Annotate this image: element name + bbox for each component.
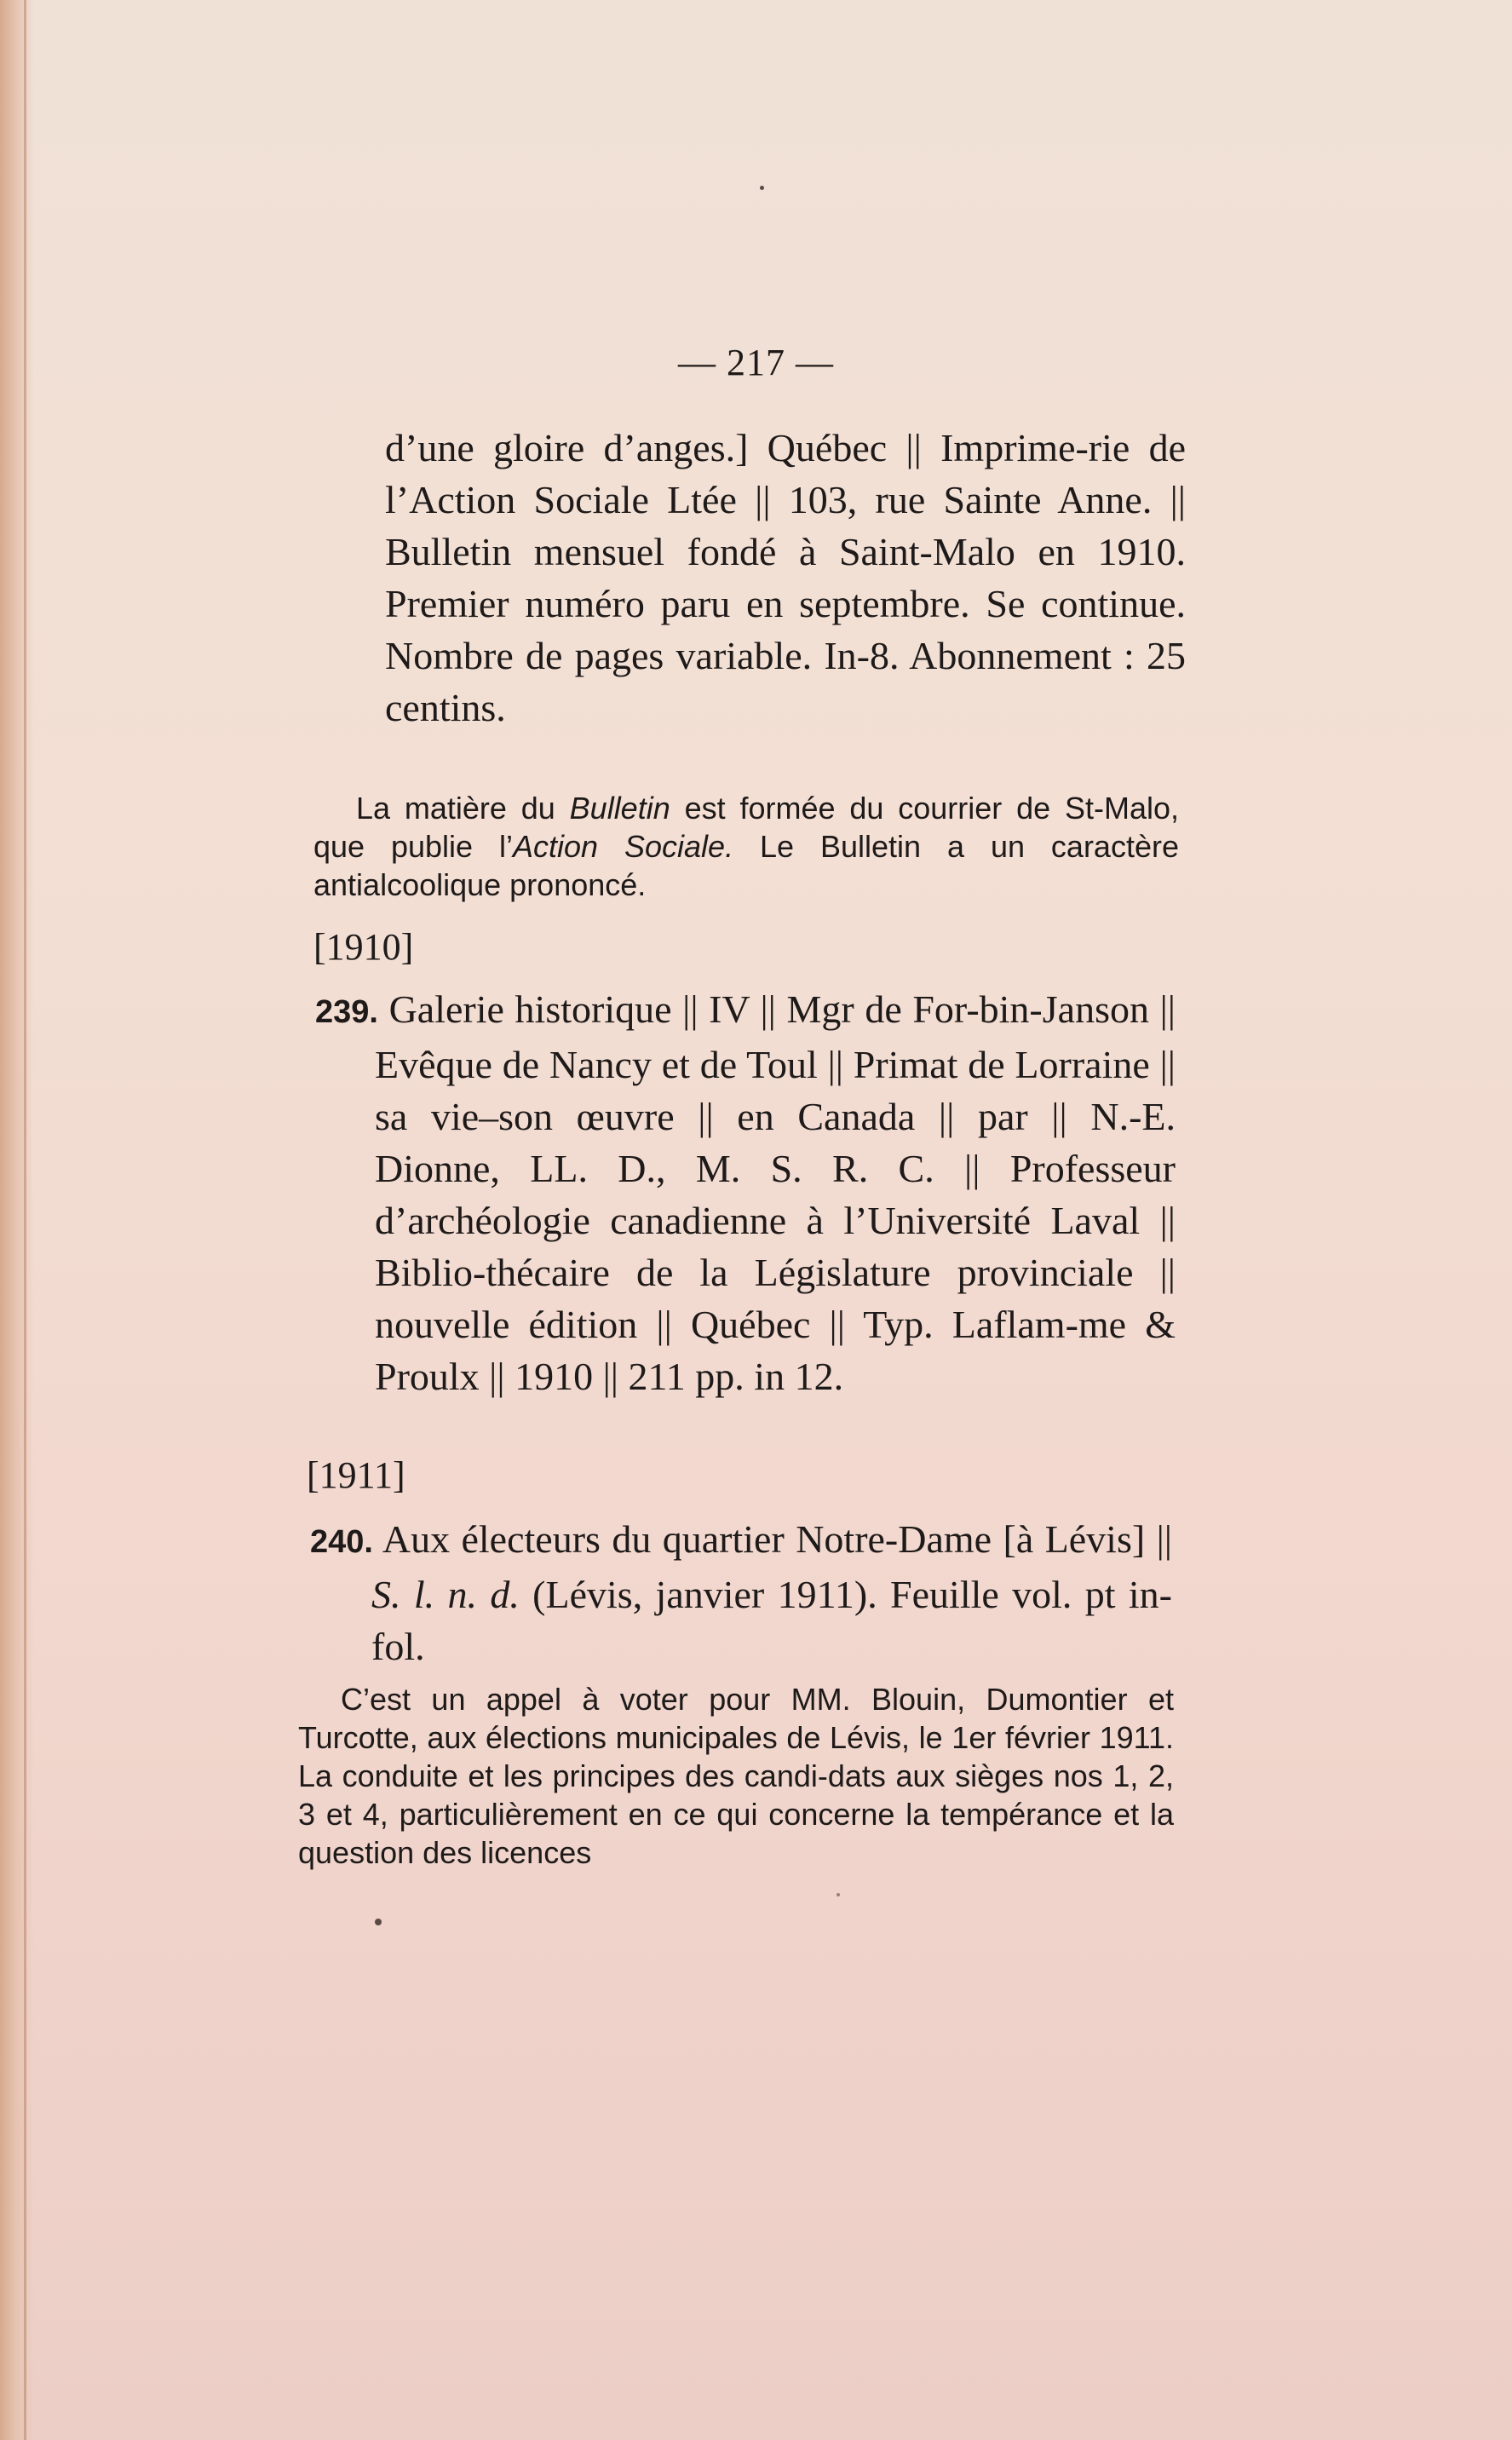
entry-239 — [315, 983, 1176, 1402]
year-heading-1910: [1910] — [313, 926, 414, 968]
paper-speck — [836, 1893, 840, 1896]
entry-text: Galerie historique || IV || Mgr de For-bin-Janson || Evêque de Nancy et de Toul || Primat de Lorraine || sa vie–son œuvre || en Canada || par || N.-E. Dionne, LL. D., M. S. R. C. || Professeur d’archéologie canadienne à l’Université Laval || Biblio-thécaire de la Législature provinciale || nouvelle édition || Québec || Typ. Laflam-me & Proulx || 1910 || 211 pp. in 12. — [375, 987, 1176, 1398]
entry-238-text: d’une gloire d’anges.] Québec || Imprime-rie de l’Action Sociale Ltée || 103, rue Sainte Anne. || Bulletin mensuel fondé à Saint-Malo en 1910. Premier numéro paru en septembre. Se continue. Nombre de pages variable. In-8. Abonnement : 25 centins. — [385, 426, 1186, 729]
note-italic: Action Sociale. — [513, 829, 734, 864]
entry-238-note — [313, 789, 1179, 904]
year-heading-1911: [1911] — [307, 1454, 405, 1496]
entry-238-continuation — [385, 422, 1186, 734]
note-text: Le Bulletin a un caractère antialcoolique prononcé. — [313, 829, 1179, 902]
entry-number: 240. — [310, 1524, 373, 1560]
entry-number: 239. — [315, 994, 378, 1030]
paper-speck — [760, 186, 764, 190]
page-number: — 217 — — [678, 342, 834, 383]
note-text: La matière du — [356, 791, 570, 826]
note-text: C’est un appel à voter pour MM. Blouin, Dumontier et Turcotte, aux élections municipales de Lévis, le 1er février 1911. La conduite et les principes des candi-dats aux sièges nos 1, 2, 3 et 4, particulièrement en ce qui concerne la tempérance et la question des licences — [298, 1682, 1174, 1870]
entry-240-note — [298, 1680, 1174, 1872]
note-text: est formée du courrier de St-Malo, que publie l’ — [313, 791, 1179, 864]
entry-240 — [310, 1513, 1173, 1672]
entry-text: (Lévis, janvier 1911). Feuille vol. pt in-fol. — [371, 1573, 1173, 1668]
note-italic: Bulletin — [569, 791, 670, 826]
entry-italic: S. l. n. d. — [371, 1573, 520, 1616]
paper-speck — [375, 1919, 382, 1925]
entry-text: Aux électeurs du quartier Notre-Dame [à Lévis] || — [372, 1517, 1172, 1561]
